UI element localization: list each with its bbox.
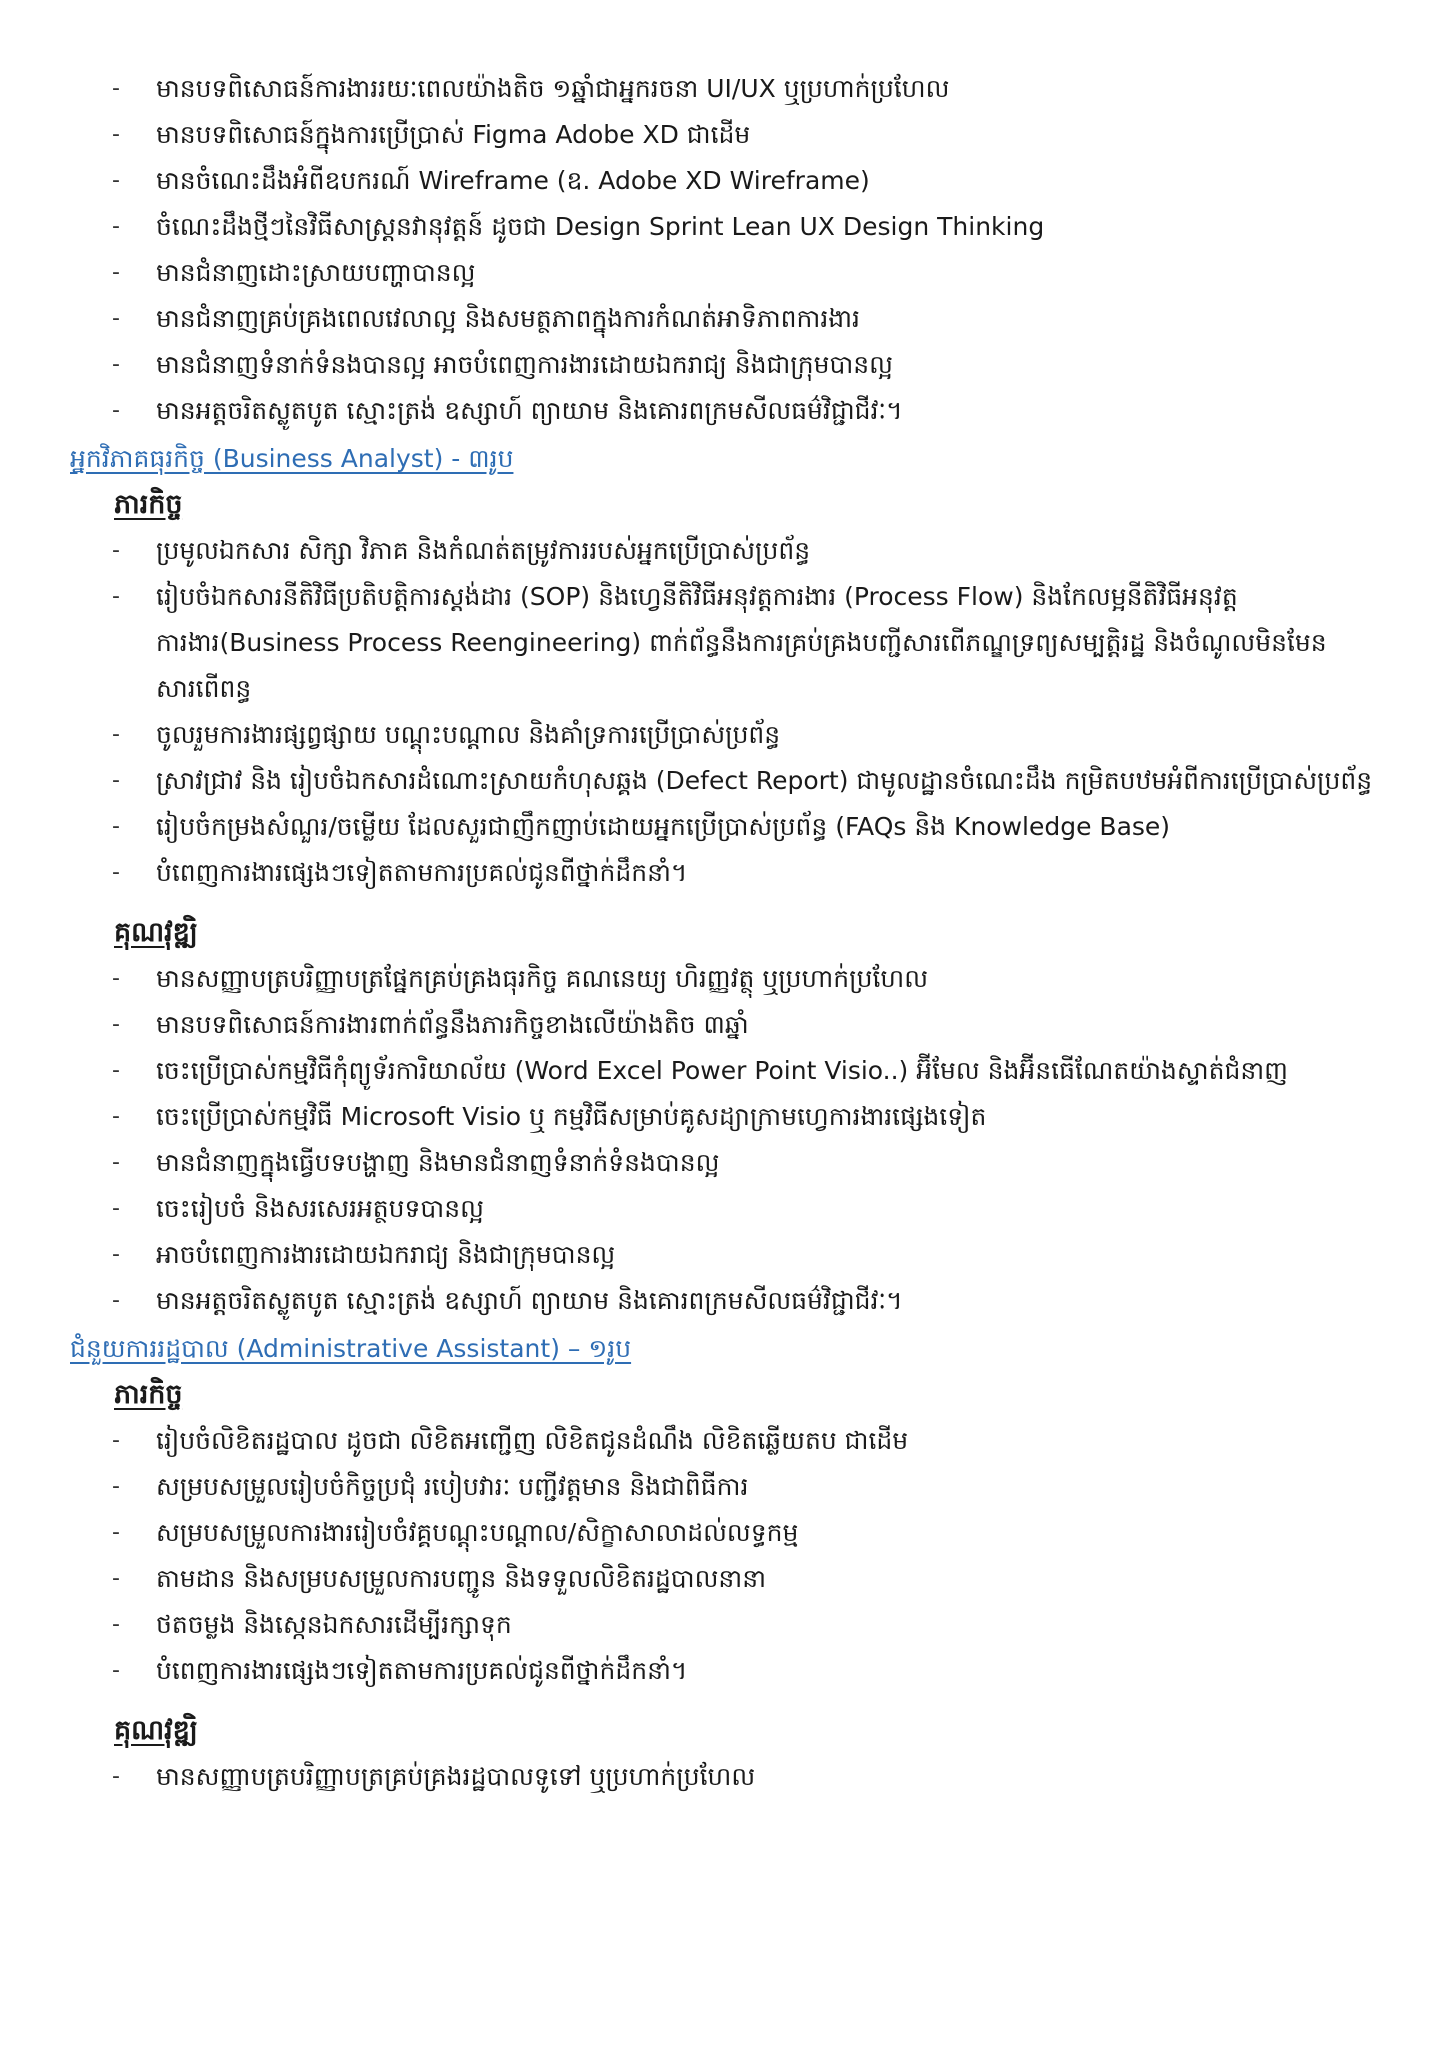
list-item: - បំពេញការងារផ្សេងៗទៀតតាមការប្រគល់ជូនពីថ្នាក់ដឹកនាំ។ — [70, 850, 1388, 896]
list-item: - មានសញ្ញាបត្របរិញ្ញាបត្រផ្នែកគ្រប់គ្រងធុរកិច្ច គណនេយ្យ ហិរញ្ញវត្ថុ ឬប្រហាក់ប្រហែល — [70, 956, 1388, 1002]
bullet-dash: - — [112, 1058, 120, 1083]
ba-duties-list — [70, 528, 1388, 896]
list-item: - ចំណេះដឹងថ្មីៗនៃវិធីសាស្ត្រនវានុវត្តន៍ ដូចជា Design Sprint Lean UX Design Thinking — [70, 204, 1388, 250]
bullet-dash: - — [112, 1520, 120, 1545]
bullet-dash: - — [112, 1428, 120, 1453]
bullet-dash: - — [112, 1612, 120, 1637]
list-item: - រៀបចំលិខិតរដ្ឋបាល ដូចជា លិខិតអញ្ជើញ លិខិតជូនដំណឹង លិខិតឆ្លើយតប ជាដើម — [70, 1418, 1388, 1464]
list-item: - ស្រាវជ្រាវ និង រៀបចំឯកសារដំណោះស្រាយកំហុសឆ្គង (Defect Report) ជាមូលដ្ឋានចំណេះដឹង កម្រិតបឋមអំពីការប្រើប្រាស់ប្រព័ន្ធ — [70, 758, 1388, 804]
list-item: - ចេះប្រើប្រាស់កម្មវិធីកុំព្យូទ័រការិយាល័យ (Word Excel Power Point Visio..) អ៊ីមែល និងអ៊ីនធើណែតយ៉ាងស្ទាត់ជំនាញ — [70, 1048, 1388, 1094]
list-item: - បំពេញការងារផ្សេងៗទៀតតាមការប្រគល់ជូនពីថ្នាក់ដឹកនាំ។ — [70, 1648, 1388, 1694]
admin-assistant-heading: ជំនួយការរដ្ឋបាល (Administrative Assistant) – ១រូប — [70, 1334, 632, 1363]
bullet-dash: - — [112, 168, 120, 193]
bullet-dash: - — [112, 722, 120, 747]
list-item: - មានជំនាញដោះស្រាយបញ្ហាបានល្អ — [70, 250, 1388, 296]
bullet-dash: - — [112, 122, 120, 147]
list-item: - សម្របសម្រួលការងាររៀបចំវគ្គបណ្តុះបណ្តាល/សិក្ខាសាលាដល់លទ្ធកម្ម — [70, 1510, 1388, 1556]
top-requirements-list — [70, 66, 1388, 434]
list-item: - រៀបចំកម្រងសំណួរ/ចម្លើយ ដែលសួរជាញឹកញាប់ដោយអ្នកប្រើប្រាស់ប្រព័ន្ធ (FAQs និង Knowledge Base) — [70, 804, 1388, 850]
business-analyst-heading: អ្នកវិភាគធុរកិច្ច (Business Analyst) - ៣រូប — [70, 444, 514, 473]
list-item: - ប្រមូលឯកសារ សិក្សា វិភាគ និងកំណត់តម្រូវការរបស់អ្នកប្រើប្រាស់ប្រព័ន្ធ — [70, 528, 1388, 574]
bullet-dash: - — [112, 1242, 120, 1267]
bullet-dash: - — [112, 1196, 120, 1221]
bullet-dash: - — [112, 1658, 120, 1683]
bullet-dash: - — [112, 1104, 120, 1129]
list-item: - អាចបំពេញការងារដោយឯករាជ្យ និងជាក្រុមបានល្អ — [70, 1232, 1388, 1278]
bullet-dash: - — [112, 306, 120, 331]
list-item: - រៀបចំឯកសារនីតិវិធីប្រតិបត្តិការស្តង់ដារ (SOP) និងហ្វេនីតិវិធីអនុវត្តការងារ (Process Flow) និងកែលម្អនីតិវិធីអនុវត្តការងារ(Business Process Reengineering) ពាក់ព័ន្ធនឹងការគ្រប់គ្រងបញ្ជីសារពើភណ្ឌទ្រព្យសម្បត្តិរដ្ឋ និងចំណូលមិនមែនសារពើពន្ធ — [70, 574, 1388, 712]
list-item: - ចេះរៀបចំ និងសរសេរអត្ថបទបានល្អ — [70, 1186, 1388, 1232]
list-item: - ថតចម្លង និងស្កេនឯកសារដើម្បីរក្សាទុក — [70, 1602, 1388, 1648]
bullet-dash: - — [112, 260, 120, 285]
bullet-dash: - — [112, 814, 120, 839]
bullet-dash: - — [112, 768, 120, 793]
aa-duties-list — [70, 1418, 1388, 1694]
list-item: - មានបទពិសោធន៍ការងារពាក់ព័ន្ធនឹងភារកិច្ចខាងលើយ៉ាងតិច ៣ឆ្នាំ — [70, 1002, 1388, 1048]
bullet-dash: - — [112, 860, 120, 885]
aa-duties-heading: ភារកិច្ច — [114, 1379, 183, 1410]
list-item: - មានជំនាញទំនាក់ទំនងបានល្អ អាចបំពេញការងារដោយឯករាជ្យ និងជាក្រុមបានល្អ — [70, 342, 1388, 388]
list-item: - មានជំនាញគ្រប់គ្រងពេលវេលាល្អ និងសមត្ថភាពក្នុងការកំណត់អាទិភាពការងារ — [70, 296, 1388, 342]
bullet-dash: - — [112, 352, 120, 377]
bullet-dash: - — [112, 1288, 120, 1313]
bullet-dash: - — [112, 1474, 120, 1499]
list-item: - មានអត្តចរិតស្លូតបូត ស្មោះត្រង់ ឧស្សាហ៍ ព្យាយាម និងគោរពក្រមសីលធម៌វិជ្ជាជីវៈ។ — [70, 1278, 1388, 1324]
bullet-dash: - — [112, 1566, 120, 1591]
bullet-dash: - — [112, 538, 120, 563]
bullet-dash: - — [112, 1012, 120, 1037]
list-item: - មានសញ្ញាបត្របរិញ្ញាបត្រគ្រប់គ្រងរដ្ឋបាលទូទៅ ឬប្រហាក់ប្រហែល — [70, 1754, 1388, 1800]
list-item: - មានបទពិសោធន៍ក្នុងការប្រើប្រាស់ Figma Adobe XD ជាដើម — [70, 112, 1388, 158]
ba-qualifications-list — [70, 956, 1388, 1324]
list-item: - មានចំណេះដឹងអំពីឧបករណ៍ Wireframe (ឧ. Adobe XD Wireframe) — [70, 158, 1388, 204]
aa-qualifications-heading: គុណវុឌ្ឍិ — [114, 1715, 198, 1746]
list-item: - មានអត្តចរិតស្លូតបូត ស្មោះត្រង់ ឧស្សាហ៍ ព្យាយាម និងគោរពក្រមសីលធម៌វិជ្ជាជីវៈ។ — [70, 388, 1388, 434]
list-item: - មានជំនាញក្នុងធ្វើបទបង្ហាញ និងមានជំនាញទំនាក់ទំនងបានល្អ — [70, 1140, 1388, 1186]
list-item: - ចូលរួមការងារផ្សព្វផ្សាយ បណ្តុះបណ្តាល និងគាំទ្រការប្រើប្រាស់ប្រព័ន្ធ — [70, 712, 1388, 758]
bullet-dash: - — [112, 398, 120, 423]
bullet-dash: - — [112, 214, 120, 239]
bullet-dash: - — [112, 76, 120, 101]
aa-qualifications-list — [70, 1754, 1388, 1800]
bullet-dash: - — [112, 584, 120, 609]
bullet-dash: - — [112, 966, 120, 991]
bullet-dash: - — [112, 1764, 120, 1789]
list-item: - ចេះប្រើប្រាស់កម្មវិធី Microsoft Visio ឬ កម្មវិធីសម្រាប់គូសដ្យាក្រាមហ្វេការងារផ្សេងទៀត — [70, 1094, 1388, 1140]
list-item: - មានបទពិសោធន៍ការងាររយៈពេលយ៉ាងតិច ១ឆ្នាំជាអ្នករចនា UI/UX ឬប្រហាក់ប្រហែល — [70, 66, 1388, 112]
bullet-dash: - — [112, 1150, 120, 1175]
list-item: - តាមដាន និងសម្របសម្រួលការបញ្ជូន និងទទួលលិខិតរដ្ឋបាលនានា — [70, 1556, 1388, 1602]
ba-qualifications-heading: គុណវុឌ្ឍិ — [114, 917, 198, 948]
ba-duties-heading: ភារកិច្ច — [114, 489, 183, 520]
list-item: - សម្របសម្រួលរៀបចំកិច្ចប្រជុំ របៀបវារៈ បញ្ជីវត្តមាន និងជាពិធីការ — [70, 1464, 1388, 1510]
